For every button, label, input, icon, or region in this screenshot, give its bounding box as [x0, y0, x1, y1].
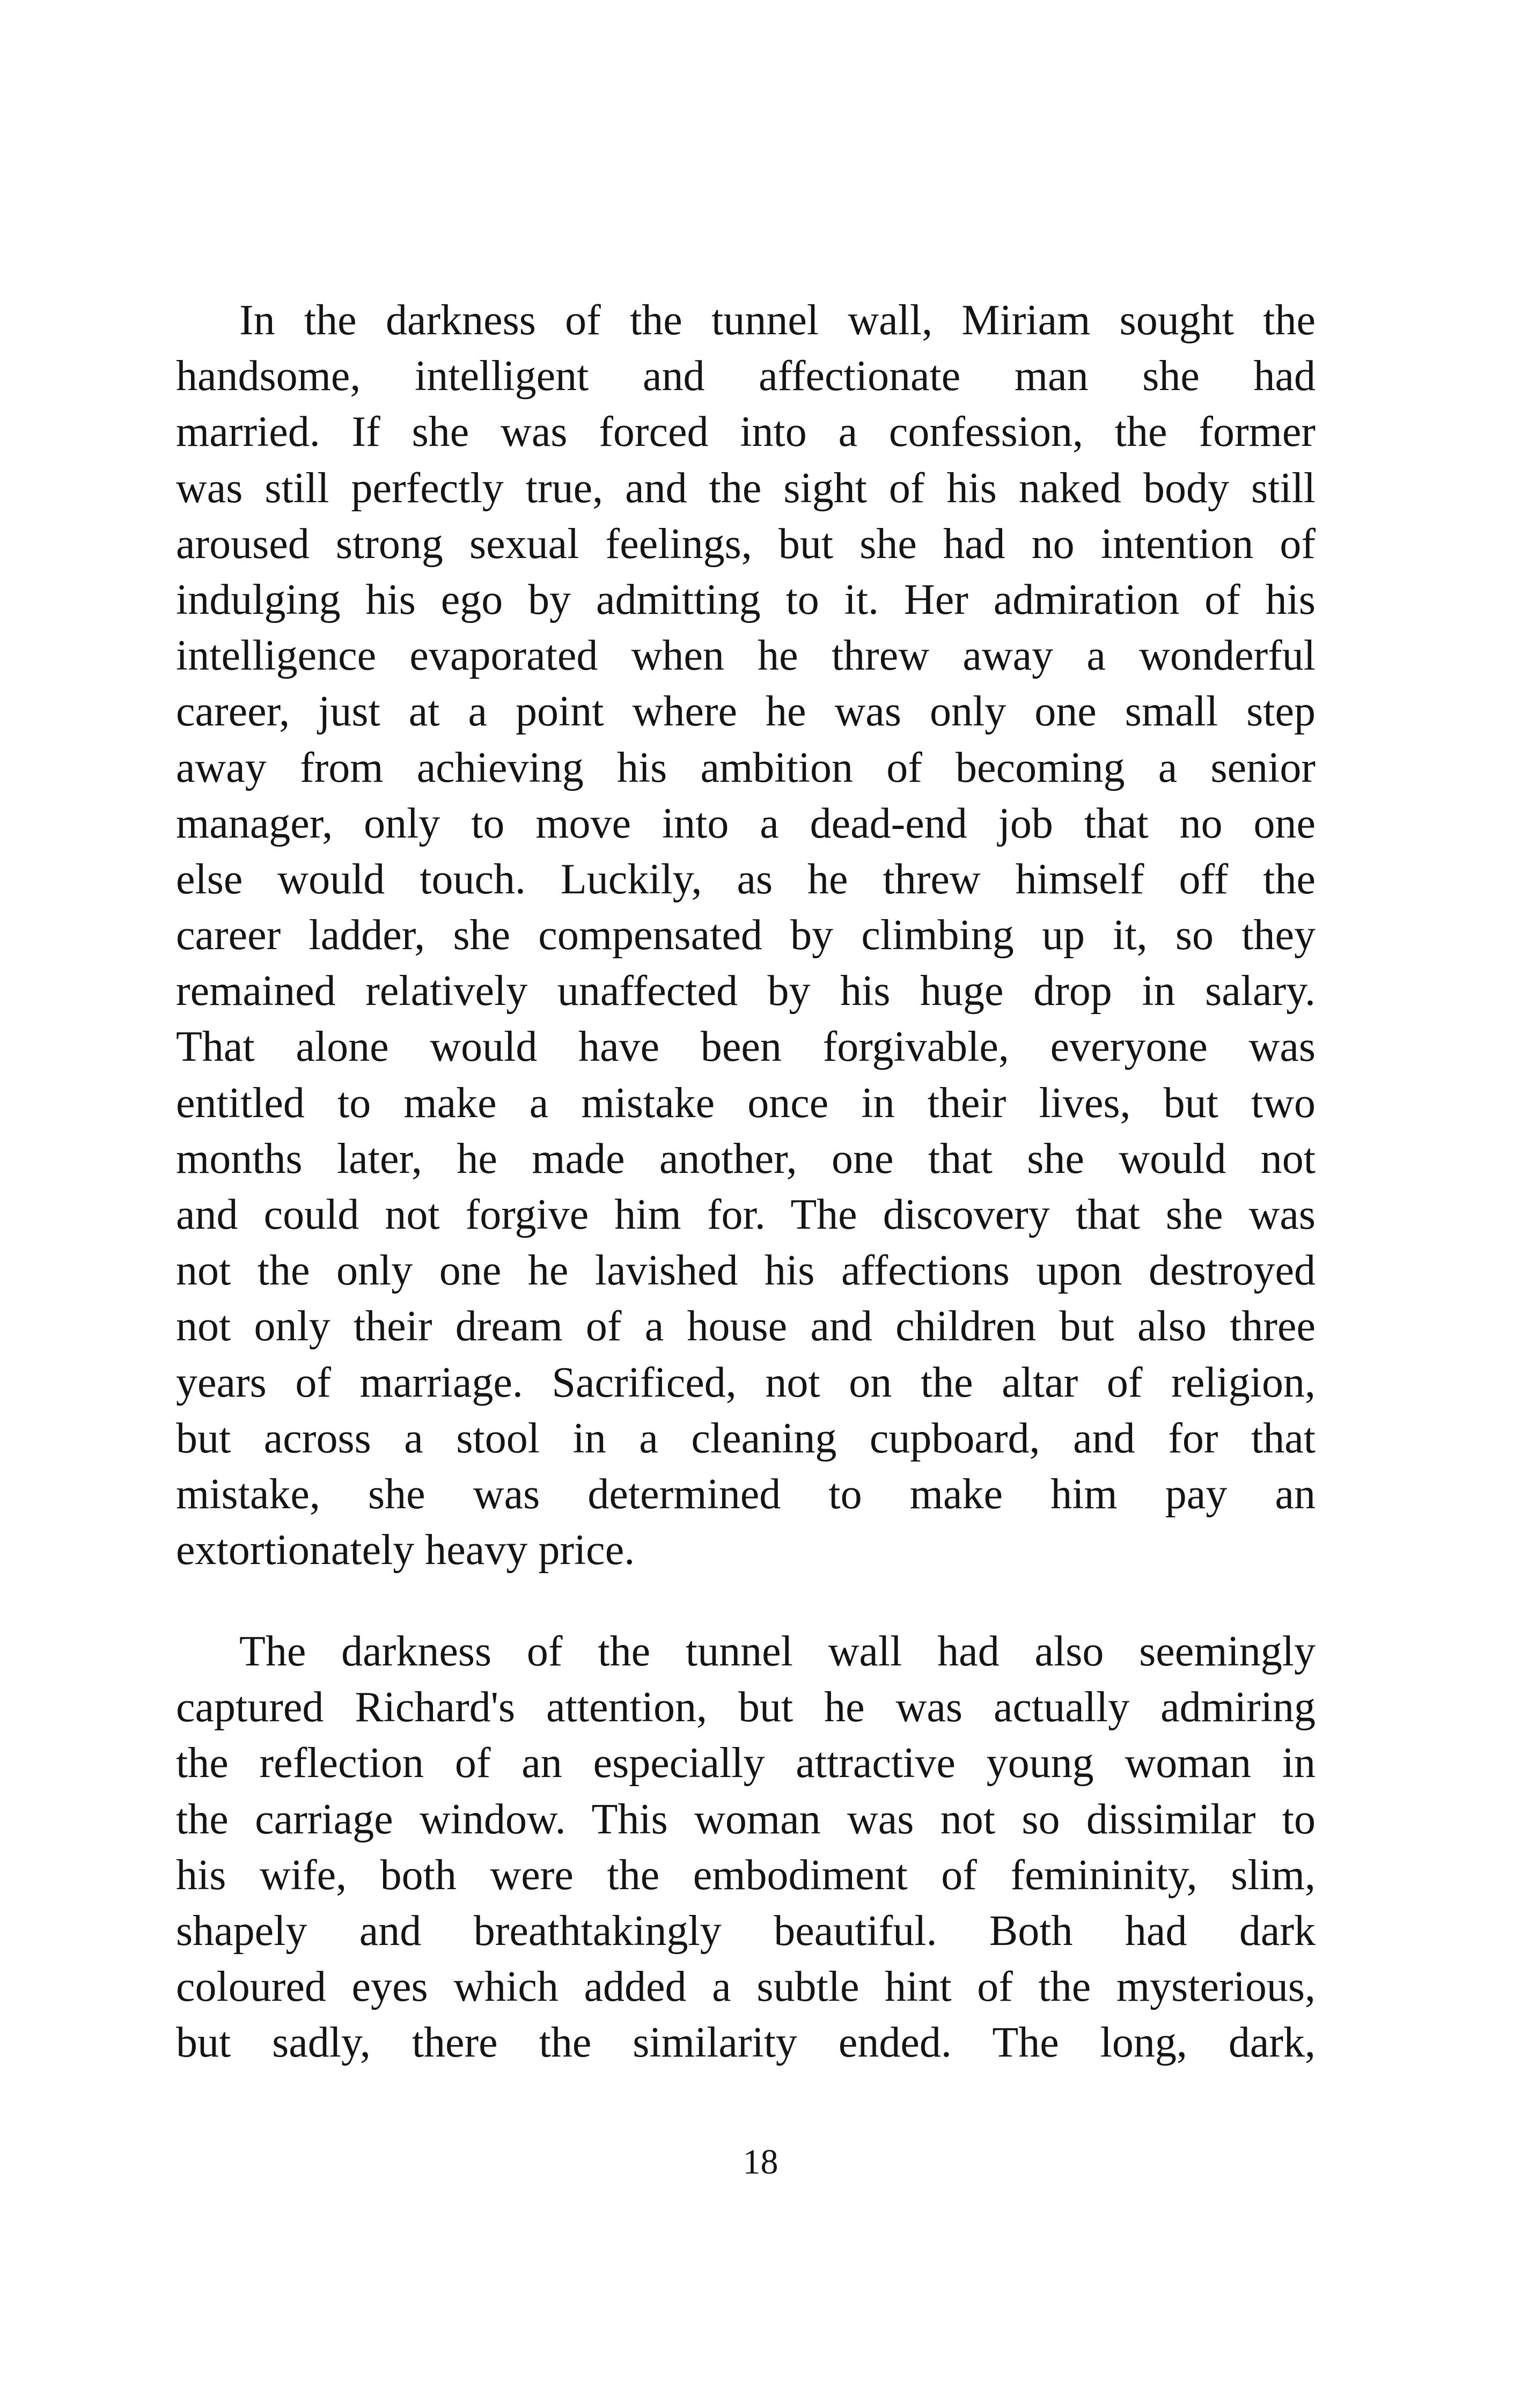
text-line: away from achieving his ambition of becoming a senior [176, 744, 1316, 791]
text-line: career ladder, she compensated by climbing up it, so they [176, 912, 1316, 959]
text-line: intelligence evaporated when he threw away a wonderful [176, 632, 1316, 680]
text-line: but across a stool in a cleaning cupboard, and for that [176, 1414, 1316, 1462]
text-line: indulging his ego by admitting to it. Her admiration of his [176, 576, 1316, 623]
text-line: manager, only to move into a dead-end job that no one [176, 799, 1316, 847]
text-line: The darkness of the tunnel wall had also seemingly [239, 1628, 1316, 1675]
text-line: handsome, intelligent and affectionate man she had [176, 353, 1316, 400]
text-line: shapely and breathtakingly beautiful. Both had dark [176, 1907, 1316, 1955]
text-line: months later, he made another, one that she would not [176, 1135, 1316, 1183]
text-line: mistake, she was determined to make him pay an [176, 1470, 1316, 1518]
text-line: else would touch. Luckily, as he threw himself off the [176, 855, 1316, 903]
paragraph-2 [176, 1624, 1316, 2071]
text-line: years of marriage. Sacrificed, not on the altar of religion, [176, 1359, 1316, 1406]
page-number: 18 [743, 2142, 778, 2182]
text-line: entitled to make a mistake once in their lives, but two [176, 1079, 1316, 1127]
text-line: aroused strong sexual feelings, but she had no intention of [176, 520, 1316, 568]
text-line: coloured eyes which added a subtle hint of the mysterious, [176, 1963, 1316, 2011]
text-line: captured Richard's attention, but he was actually admiring [176, 1684, 1316, 1731]
text-line: his wife, both were the embodiment of femininity, slim, [176, 1851, 1316, 1899]
text-line: extortionately heavy price. [176, 1526, 635, 1574]
text-line: the reflection of an especially attractive young woman in [176, 1739, 1316, 1787]
text-line: but sadly, there the similarity ended. The long, dark, [176, 2019, 1316, 2067]
text-line: the carriage window. This woman was not so dissimilar to [176, 1795, 1316, 1843]
text-line: That alone would have been forgivable, everyone was [176, 1023, 1316, 1071]
text-line: not only their dream of a house and children but also three [176, 1303, 1316, 1350]
text-line: career, just at a point where he was only one small step [176, 688, 1316, 736]
text-line: not the only one he lavished his affections upon destroyed [176, 1247, 1316, 1295]
text-line: was still perfectly true, and the sight of his naked body still [176, 464, 1316, 512]
text-line: married. If she was forced into a confession, the former [176, 408, 1316, 456]
text-line: remained relatively unaffected by his huge drop in salary. [176, 967, 1316, 1015]
paragraph-1 [176, 292, 1316, 1578]
text-line: In the darkness of the tunnel wall, Miriam sought the [239, 297, 1316, 344]
text-line: and could not forgive him for. The discovery that she was [176, 1191, 1316, 1238]
